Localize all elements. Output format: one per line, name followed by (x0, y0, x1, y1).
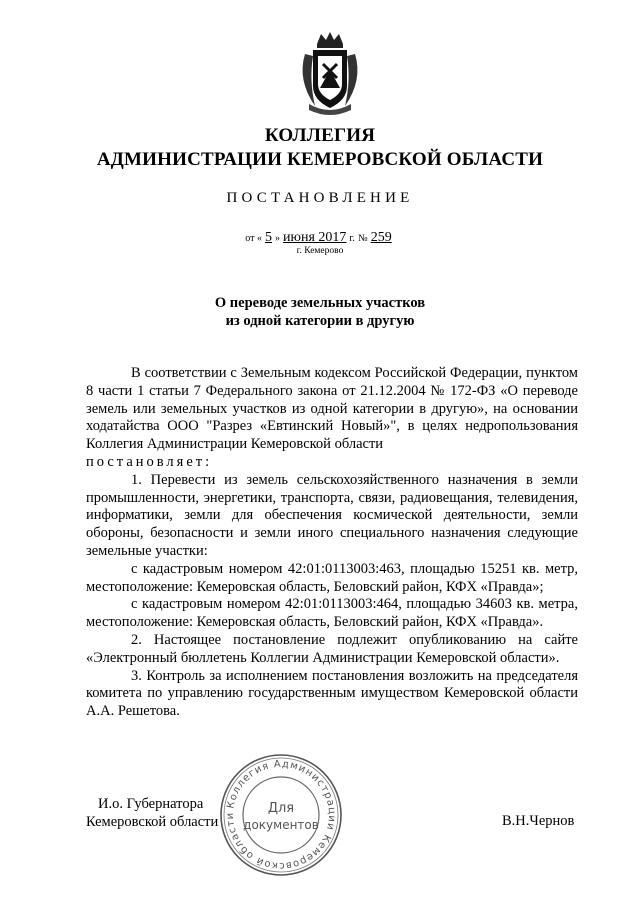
svg-text:Для: Для (267, 801, 295, 816)
signatory-position-line1: И.о. Губернатора (98, 796, 204, 812)
date-prefix: от « (245, 233, 263, 244)
coat-of-arms-icon (295, 30, 365, 116)
date-month-year: июня 2017 (283, 230, 347, 245)
svg-text:Коллегия Администрации Кемеров: Коллегия Администрации Кемеровской области (224, 758, 338, 872)
document-body (86, 365, 578, 721)
date-day: 5 (265, 230, 273, 245)
document-type: ПОСТАНОВЛЕНИЕ (226, 190, 414, 206)
resolves-word: постановляет: (86, 453, 213, 470)
plot-1: с кадастровым номером 42:01:0113003:463, площадью 15251 кв. метр, местоположение: Кемеровская область, Беловский район, КФХ «Правда»; (86, 560, 578, 595)
item-1: 1. Перевести из земель сельскохозяйственного назначения в земли промышленности, энергетики, транспорта, связи, радиовещания, телевидения, информатики, земли для обеспечения космической деятельности, земли обороны, безопасности и земли иного специального назначения следующие земельные участки: (86, 471, 578, 559)
item-3: 3. Контроль за исполнением постановления возложить на председателя комитета по управлению государственным имуществом Кемеровской области А.А. Решетова. (86, 667, 578, 720)
signatory-name: В.Н.Чернов (502, 813, 575, 829)
signatory-position-line2: Кемеровской области (86, 814, 219, 830)
official-stamp (218, 752, 344, 878)
date-line (0, 229, 640, 246)
signatory-position (86, 795, 218, 831)
item-2: 2. Настоящее постановление подлежит опубликованию на сайте «Электронный бюллетень Коллегии Администрации Кемеровской области». (86, 631, 578, 666)
document-title-line2: из одной категории в другую (225, 313, 415, 329)
svg-text:документов: документов (243, 818, 319, 832)
plot-2: с кадастровым номером 42:01:0113003:464, площадью 34603 кв. метра, местоположение: Кемеровская область, Беловский район, КФХ «Правда». (86, 596, 578, 631)
authority-name-line2: АДМИНИСТРАЦИИ КЕМЕРОВСКОЙ ОБЛАСТИ (96, 149, 544, 170)
number-prefix: № (358, 233, 368, 244)
intro-paragraph: В соответствии с Земельным кодексом Российской Федерации, пунктом 8 части 1 статьи 7 Федерального закона от 21.12.2004 № 172-ФЗ «О переводе земель или земельных участков из одной категории в другую», на основании ходатайства ООО "Разрез «Евтинский Новый»", в целях недропользования Коллегия Администрации Кемеровской области (86, 365, 578, 453)
document-number: 259 (370, 230, 392, 245)
authority-name-line1: КОЛЛЕГИЯ (264, 125, 376, 146)
date-year-suffix: г. (349, 233, 355, 244)
document-title-line1: О переводе земельных участков (214, 295, 426, 311)
city: г. Кемерово (296, 246, 344, 256)
date-mid: » (275, 233, 281, 244)
